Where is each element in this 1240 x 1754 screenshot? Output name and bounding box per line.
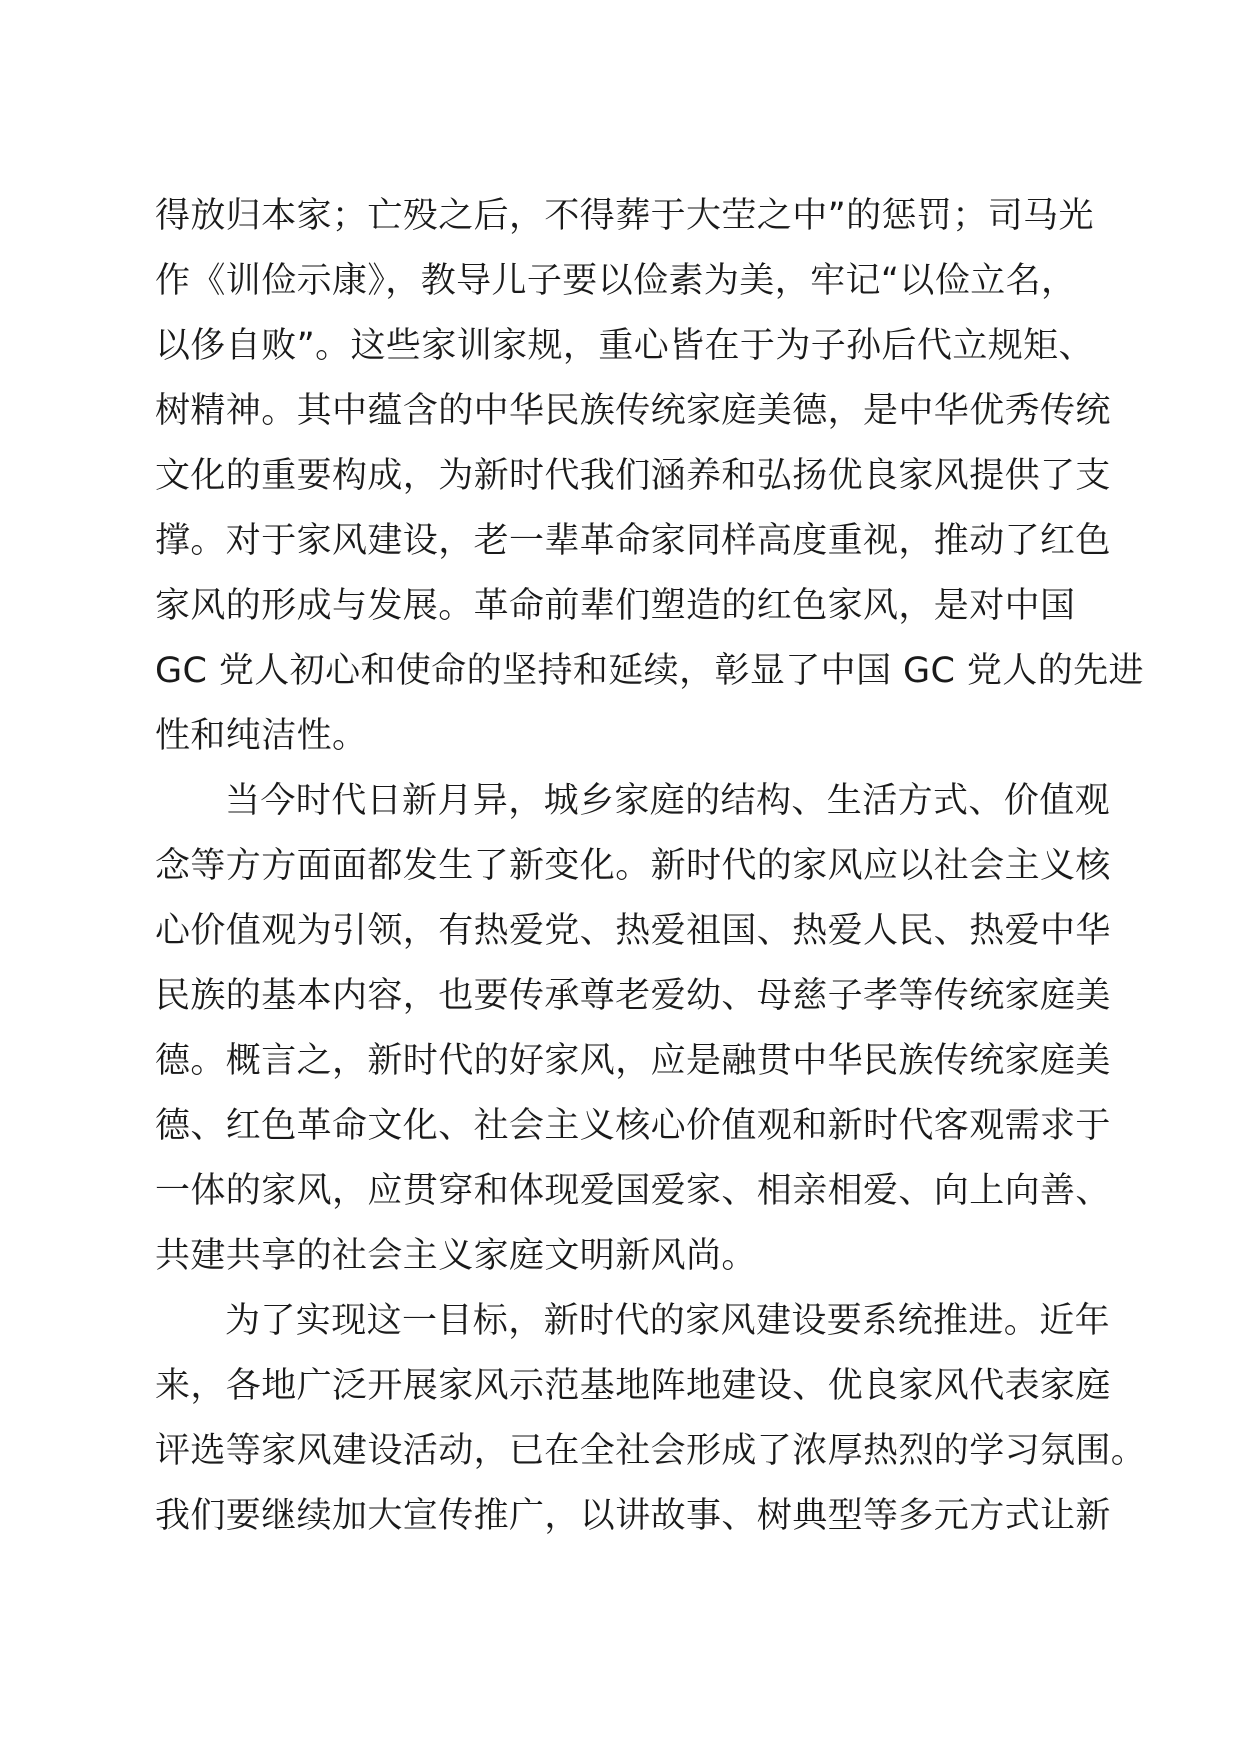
text-line: 得放归本家；亡殁之后，不得葬于大茔之中”的惩罚；司马光 <box>155 196 1094 236</box>
text-line: 一体的家风，应贯穿和体现爱国爱家、相亲相爱、向上向善、 <box>155 1171 1111 1211</box>
text-line: 德。概言之，新时代的好家风，应是融贯中华民族传统家庭美 <box>155 1041 1111 1081</box>
text-line: 我们要继续加大宣传推广，以讲故事、树典型等多元方式让新 <box>155 1496 1111 1536</box>
text-line: 共建共享的社会主义家庭文明新风尚。 <box>155 1236 757 1276</box>
text-line: GC 党人初心和使命的坚持和延续，彰显了中国 GC 党人的先进 <box>155 651 1144 691</box>
paragraph-2 <box>155 769 1111 1289</box>
text-line: 家风的形成与发展。革命前辈们塑造的红色家风，是对中国 <box>155 586 1076 626</box>
text-line: 文化的重要构成，为新时代我们涵养和弘扬优良家风提供了支 <box>155 456 1111 496</box>
text-line: 当今时代日新月异，城乡家庭的结构、生活方式、价值观 <box>225 781 1111 821</box>
text-line: 树精神。其中蕴含的中华民族传统家庭美德，是中华优秀传统 <box>155 391 1111 431</box>
text-line: 评选等家风建设活动，已在全社会形成了浓厚热烈的学习氛围。 <box>155 1431 1147 1471</box>
text-line: 性和纯洁性。 <box>155 716 368 756</box>
text-line: 作《训俭示康》，教导儿子要以俭素为美，牢记“以俭立名， <box>155 261 1077 301</box>
text-line: 念等方方面面都发生了新变化。新时代的家风应以社会主义核 <box>155 846 1111 886</box>
text-line: 德、红色革命文化、社会主义核心价值观和新时代客观需求于 <box>155 1106 1111 1146</box>
paragraph-3 <box>155 1289 1147 1549</box>
text-line: 撑。对于家风建设，老一辈革命家同样高度重视，推动了红色 <box>155 521 1111 561</box>
text-line: 来，各地广泛开展家风示范基地阵地建设、优良家风代表家庭 <box>155 1366 1111 1406</box>
text-line: 以侈自败”。这些家训家规，重心皆在于为子孙后代立规矩、 <box>155 326 1094 366</box>
text-line: 民族的基本内容，也要传承尊老爱幼、母慈子孝等传统家庭美 <box>155 976 1111 1016</box>
paragraph-1 <box>155 184 1144 769</box>
body-text <box>155 184 1147 1549</box>
text-line: 为了实现这一目标，新时代的家风建设要系统推进。近年 <box>225 1301 1111 1341</box>
text-line: 心价值观为引领，有热爱党、热爱祖国、热爱人民、热爱中华 <box>155 911 1111 951</box>
